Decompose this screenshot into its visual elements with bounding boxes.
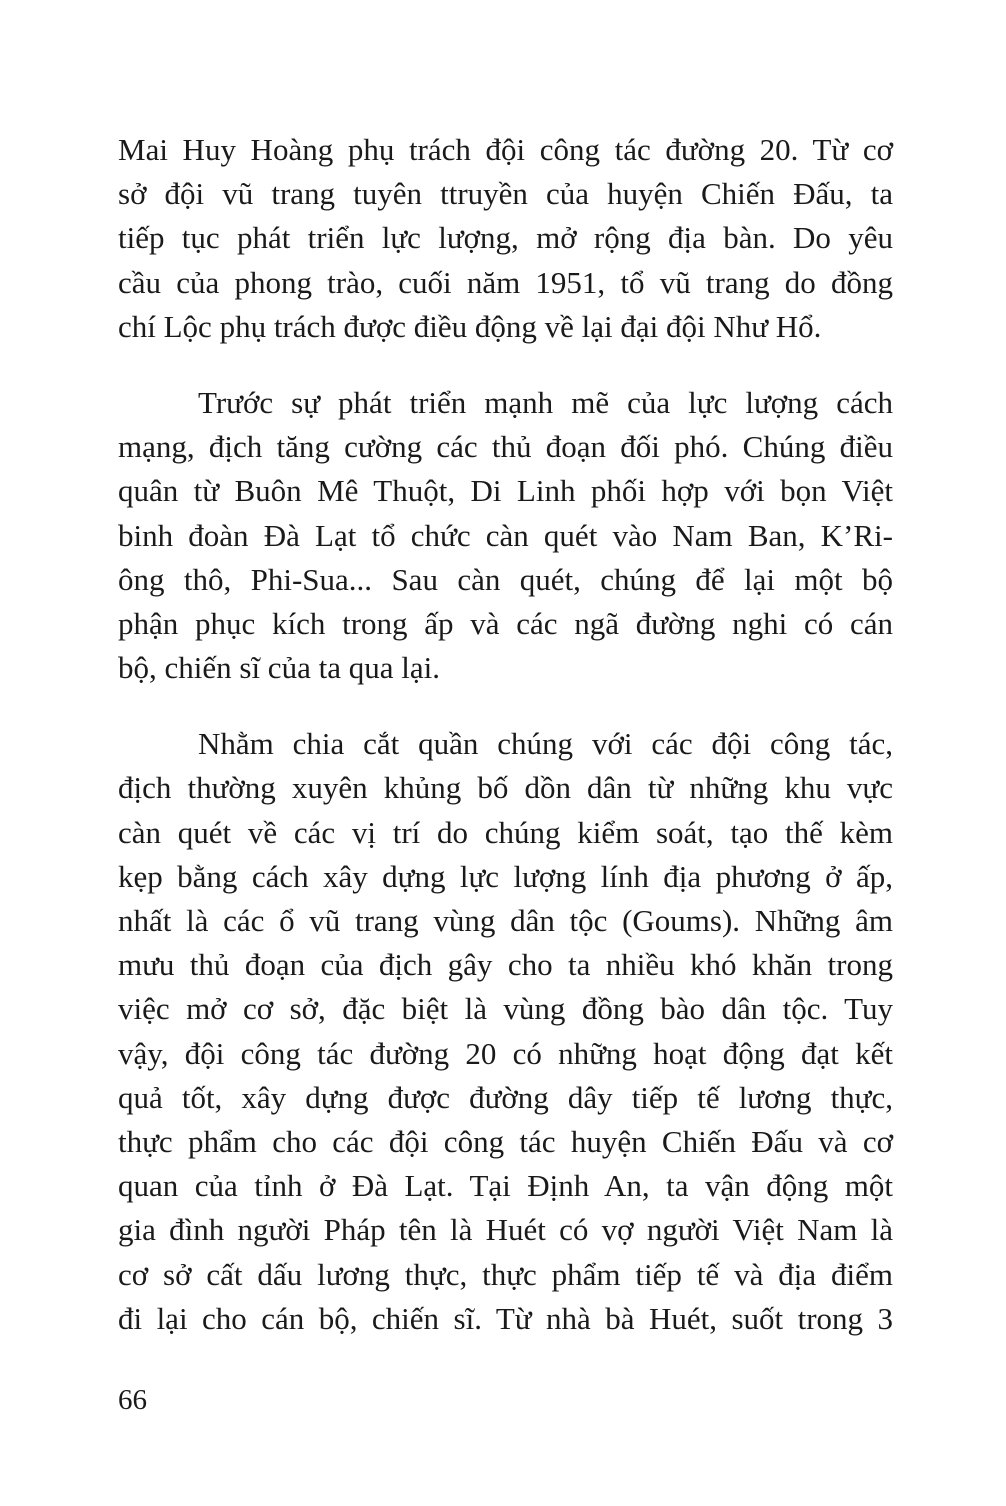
page-number: 66 [118,1384,147,1416]
text-line: đi lại cho cán bộ, chiến sĩ. Từ nhà bà Huét, suốt trong 3 [118,1300,893,1336]
paragraph-3 [118,722,893,1341]
text-line: nhất là các ổ vũ trang vùng dân tộc (Goums). Những âm [118,903,893,938]
text-line: bộ, chiến sĩ của ta qua lại. [118,650,440,686]
paragraph-2 [118,381,893,690]
text-line: thực phẩm cho các đội công tác huyện Chiến Đấu và cơ [118,1123,893,1159]
text-line: mạng, địch tăng cường các thủ đoạn đối phó. Chúng điều [118,429,893,465]
text-line: Nhằm chia cắt quần chúng với các đội công tác, [198,726,893,762]
text-line: sở đội vũ trang tuyên ttruyền của huyện Chiến Đấu, ta [118,176,893,212]
text-line: quả tốt, xây dựng được đường dây tiếp tế lương thực, [118,1079,893,1115]
text-line: mưu thủ đoạn của địch gây cho ta nhiều khó khăn trong [118,947,893,983]
text-line: quân từ Buôn Mê Thuột, Di Linh phối hợp với bọn Việt [118,473,893,509]
text-line: tiếp tục phát triển lực lượng, mở rộng địa bàn. Do yêu [118,220,893,256]
text-line: Trước sự phát triển mạnh mẽ của lực lượng cách [198,384,893,420]
text-line: vậy, đội công tác đường 20 có những hoạt động đạt kết [118,1035,893,1071]
text-line: gia đình người Pháp tên là Huét có vợ người Việt Nam là [118,1212,893,1248]
text-line: cơ sở cất dấu lương thực, thực phẩm tiếp tế và địa điểm [118,1256,893,1292]
text-line: quan của tỉnh ở Đà Lạt. Tại Định An, ta vận động một [118,1168,893,1204]
text-line: cầu của phong trào, cuối năm 1951, tổ vũ trang do đồng [118,264,893,300]
text-line: việc mở cơ sở, đặc biệt là vùng đồng bào dân tộc. Tuy [118,991,893,1027]
text-line: càn quét về các vị trí do chúng kiểm soát, tạo thế kèm [118,814,893,850]
text-line: Mai Huy Hoàng phụ trách đội công tác đường 20. Từ cơ [118,132,893,167]
text-line: ông thô, Phi-Sua... Sau càn quét, chúng để lại một bộ [118,561,893,597]
text-line: binh đoàn Đà Lạt tổ chức càn quét vào Nam Ban, K’Ri- [118,517,893,553]
text-line: phận phục kích trong ấp và các ngã đường nghi có cán [118,605,893,641]
text-line: kẹp bằng cách xây dựng lực lượng lính địa phương ở ấp, [118,858,893,894]
text-line: chí Lộc phụ trách được điều động về lại đại đội Như Hổ. [118,308,822,344]
body-text [118,128,893,1341]
text-line: địch thường xuyên khủng bố dồn dân từ những khu vực [118,770,893,806]
paragraph-1 [118,128,893,349]
